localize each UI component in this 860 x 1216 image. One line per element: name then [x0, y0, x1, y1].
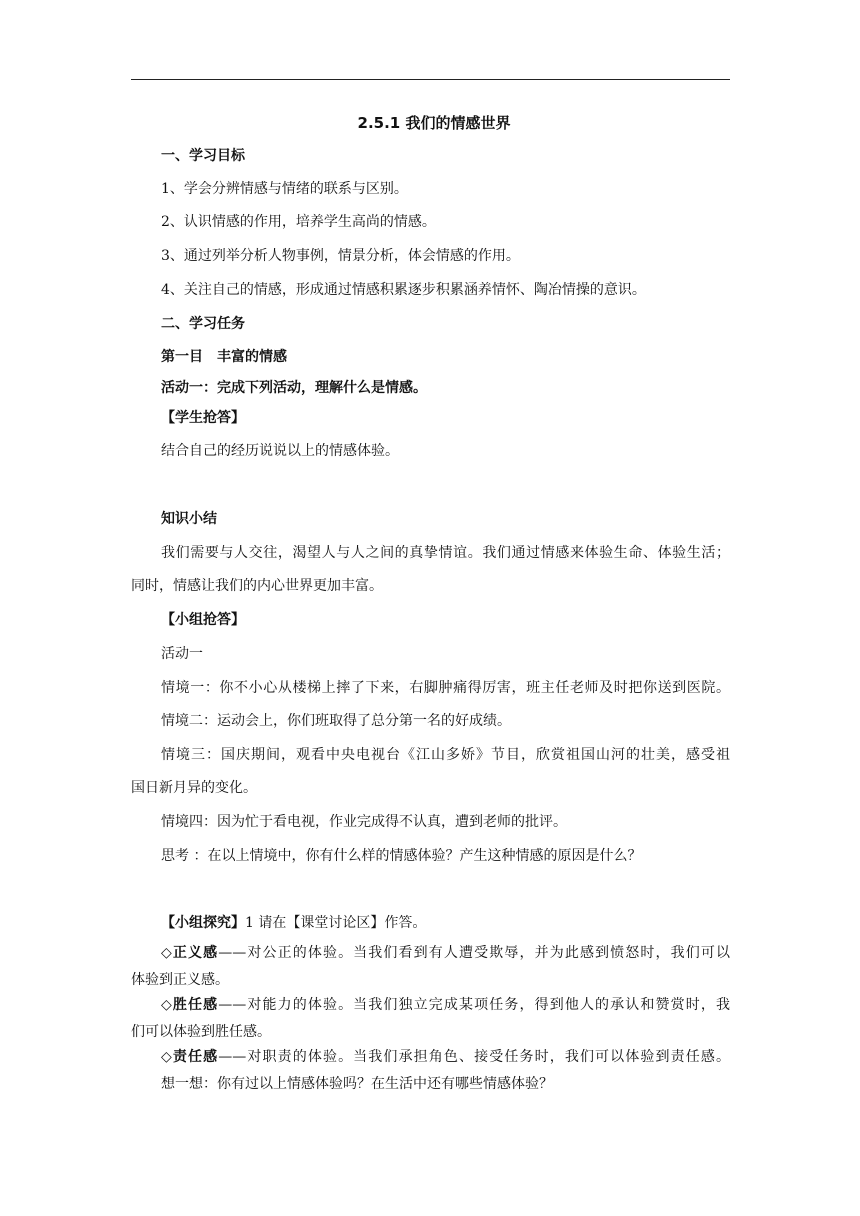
scene-text: 情境一：你不小心从楼梯上摔了下来，右脚肿痛得厉害，班主任老师及时把你送到医院。	[161, 680, 730, 696]
goal-item: 4、关注自己的情感，形成通过情感积累逐步积累涵养情怀、陶冶情操的意识。	[161, 282, 646, 298]
explore-text: 1 请在【课堂讨论区】作答。	[245, 915, 427, 931]
goal-item: 3、通过列举分析人物事例，情景分析，体会情感的作用。	[161, 248, 520, 264]
justice-term: ◇正义感	[161, 945, 219, 961]
scene-text: 情境二：运动会上，你们班取得了总分第一名的好成绩。	[161, 713, 511, 729]
summary-text: 同时，情感让我们的内心世界更加丰富。	[131, 578, 383, 594]
student-answer-text: 结合自己的经历说说以上的情感体验。	[161, 443, 399, 459]
group-answer-label: 【小组抢答】	[161, 612, 245, 628]
explore-line	[161, 913, 426, 933]
justice-text: 体验到正义感。	[131, 972, 229, 988]
think-question: 思考 ：在以上情境中，你有什么样的情感体验？产生这种情感的原因是什么？	[161, 848, 642, 864]
scene-text: 国日新月异的变化。	[131, 780, 257, 796]
competence-term: ◇胜任感	[161, 997, 219, 1013]
duty-line	[161, 1047, 730, 1067]
reflect-question: 想一想：你有过以上情感体验吗？在生活中还有哪些情感体验？	[161, 1076, 553, 1092]
competence-text: 们可以体验到胜任感。	[131, 1024, 271, 1040]
activity-heading: 活动一：完成下列活动，理解什么是情感。	[161, 380, 427, 396]
competence-text: ——对能力的体验。当我们独立完成某项任务，得到他人的承认和赞赏时，我	[218, 997, 730, 1013]
explore-label: 【小组探究】	[161, 915, 245, 931]
section-heading-tasks: 二、学习任务	[161, 316, 245, 332]
activity-label: 活动一	[161, 646, 203, 662]
summary-label: 知识小结	[161, 511, 217, 527]
duty-term: ◇责任感	[161, 1049, 219, 1065]
page-title: 2.5.1 我们的情感世界	[357, 114, 511, 132]
header-rule	[131, 79, 730, 80]
scene-text: 情境三：国庆期间，观看中央电视台《江山多娇》节目，欣赏祖国山河的壮美，感受祖	[161, 747, 730, 763]
goal-item: 1、学会分辨情感与情绪的联系与区别。	[161, 181, 408, 197]
duty-text: ——对职责的体验。当我们承担角色、接受任务时，我们可以体验到责任感。	[218, 1049, 730, 1065]
goal-item: 2、认识情感的作用，培养学生高尚的情感。	[161, 214, 436, 230]
sub-heading: 第一目 丰富的情感	[161, 349, 287, 365]
student-answer-label: 【学生抢答】	[161, 410, 245, 426]
competence-line	[161, 995, 730, 1015]
justice-text: ——对公正的体验。当我们看到有人遭受欺辱，并为此感到愤怒时，我们可以	[218, 945, 730, 961]
section-heading-goals: 一、学习目标	[161, 148, 245, 164]
scene-text: 情境四：因为忙于看电视，作业完成得不认真，遭到老师的批评。	[161, 814, 567, 830]
summary-text: 我们需要与人交往，渴望人与人之间的真挚情谊。我们通过情感来体验生命、体验生活；	[161, 545, 730, 561]
justice-line	[161, 943, 730, 963]
